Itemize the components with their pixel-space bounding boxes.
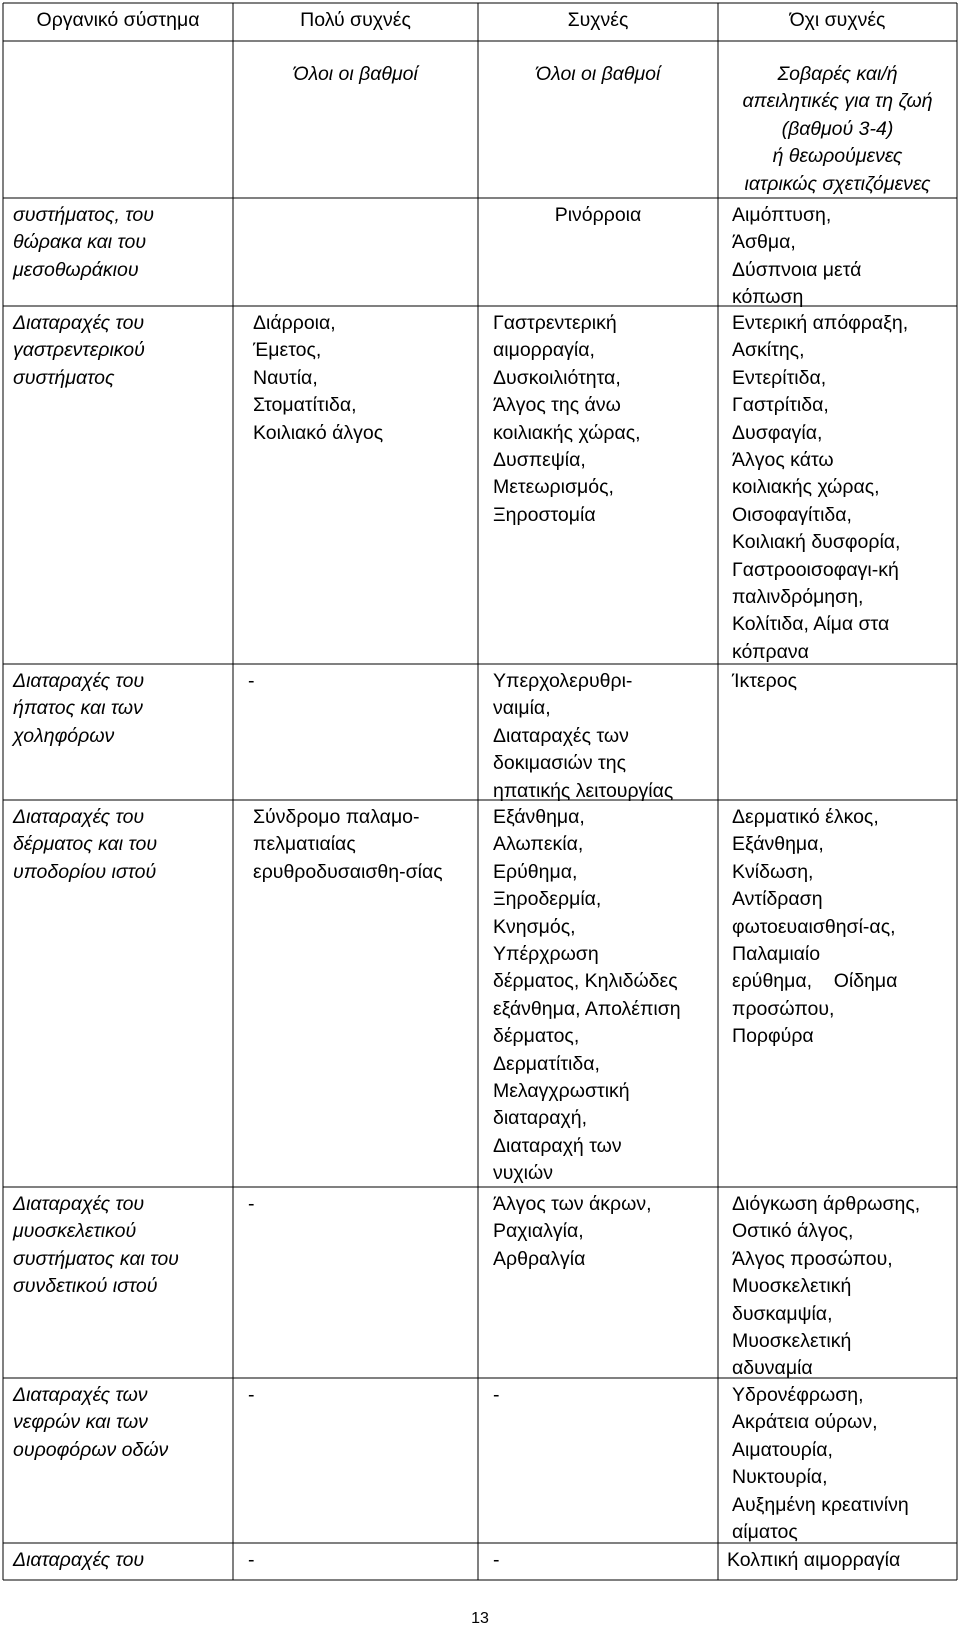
table-row-musculo-not-common: Διόγκωση άρθρωσης, Οστικό άλγος, Άλγος προσώπου, Μυοσκελετική δυσκαμψία, Μυοσκελετική αδυναμία xyxy=(732,1193,921,1380)
table-row-gastro-very-common: Διάρροια, Έμετος, Ναυτία, Στοματίτιδα, Κοιλιακό άλγος xyxy=(253,312,384,444)
table-row-renal-not-common: Υδρονέφρωση, Ακράτεια ούρων, Αιματουρία, Νυκτουρία, Αυξημένη κρεατινίνη αίματος xyxy=(732,1384,909,1544)
table-row-respiratory-common: Ρινόρροια xyxy=(554,204,642,226)
header-common: Συχνές xyxy=(567,9,629,31)
table-row-repro-common: - xyxy=(493,1549,500,1571)
table-row-hepato-common: Υπερχολερυθρι- ναιμία, Διαταραχές των δοκιμασιών της ηπατικής λειτουργίας xyxy=(493,670,674,802)
header-organ-system: Οργανικό σύστημα xyxy=(36,9,200,31)
table-row-repro-system: Διαταραχές του xyxy=(13,1549,145,1571)
table-row-repro-not-common: Κολπική αιμορραγία xyxy=(727,1549,901,1571)
table-row-gastro-system: Διαταραχές του γαστρεντερικού συστήματος xyxy=(13,312,145,389)
table-row-gastro-common: Γαστρεντερική αιμορραγία, Δυσκοιλιότητα, Άλγος της άνω κοιλιακής χώρας, Δυσπεψία, Μετεωρισμός, Ξηροστομία xyxy=(493,312,641,526)
header-very-common: Πολύ συχνές xyxy=(300,9,411,31)
subheader-not-common: Σοβαρές και/ή απειλητικές για τη ζωή (βαθμού 3-4) ή θεωρούμενες ιατρικώς σχετιζόμενες xyxy=(742,63,933,195)
table-row-skin-common: Εξάνθημα, Αλωπεκία, Ερύθημα, Ξηροδερμία, Κνησμός, Υπέρχρωση δέρματος, Κηλιδώδες εξάνθημα, Απολέπιση δέρματος, Δερματίτιδα, Μελαγχρωστική διαταραχή, Διαταραχή των νυχιών xyxy=(493,806,681,1185)
page-number: 13 xyxy=(471,1610,489,1627)
table-row-musculo-system: Διαταραχές του μυοσκελετικού συστήματος και του συνδετικού ιστού xyxy=(13,1193,179,1298)
table-row-gastro-not-common: Εντερική απόφραξη, Ασκίτης, Εντερίτιδα, Γαστρίτιδα, Δυσφαγία, Άλγος κάτω κοιλιακής χώρας, Οισοφαγίτιδα, Κοιλιακή δυσφορία, Γαστροοισοφαγι-κή παλινδρόμηση, Κολίτιδα, Αίμα στα κόπρανα xyxy=(732,312,909,663)
table-row-repro-very-common: - xyxy=(248,1549,255,1571)
table-row-respiratory-not-common: Αιμόπτυση, Άσθμα, Δύσπνοια μετά κόπωση xyxy=(732,204,862,309)
table-row-musculo-common: Άλγος των άκρων, Ραχιαλγία, Αρθραλγία xyxy=(493,1193,652,1270)
table-row-skin-very-common: Σύνδρομο παλαμο- πελματιαίας ερυθροδυσαισθη-σίας xyxy=(253,806,443,883)
header-not-common: Όχι συχνές xyxy=(789,9,886,31)
table-row-musculo-very-common: - xyxy=(248,1193,255,1215)
table-row-skin-not-common: Δερματικό έλκος, Εξάνθημα, Κνίδωση, Αντίδραση φωτοευαισθησί-ας, Παλαμιαίο ερύθημα, Οίδημα προσώπου, Πορφύρα xyxy=(732,806,898,1048)
table-row-renal-system: Διαταραχές των νεφρών και των ουροφόρων οδών xyxy=(13,1384,169,1461)
table-row-hepato-not-common: Ίκτερος xyxy=(732,670,797,692)
table-row-respiratory-system: συστήματος, του θώρακα και του μεσοθωράκιου xyxy=(13,204,154,281)
table-row-hepato-very-common: - xyxy=(248,670,255,692)
table-row-skin-system: Διαταραχές του δέρματος και του υποδορίου ιστού xyxy=(13,806,158,883)
table-row-renal-common: - xyxy=(493,1384,500,1406)
subheader-common: Όλοι οι βαθμοί xyxy=(535,63,661,85)
table-row-hepato-system: Διαταραχές του ήπατος και των χοληφόρων xyxy=(13,670,145,747)
subheader-very-common: Όλοι οι βαθμοί xyxy=(293,63,418,85)
table-row-renal-very-common: - xyxy=(248,1384,255,1406)
